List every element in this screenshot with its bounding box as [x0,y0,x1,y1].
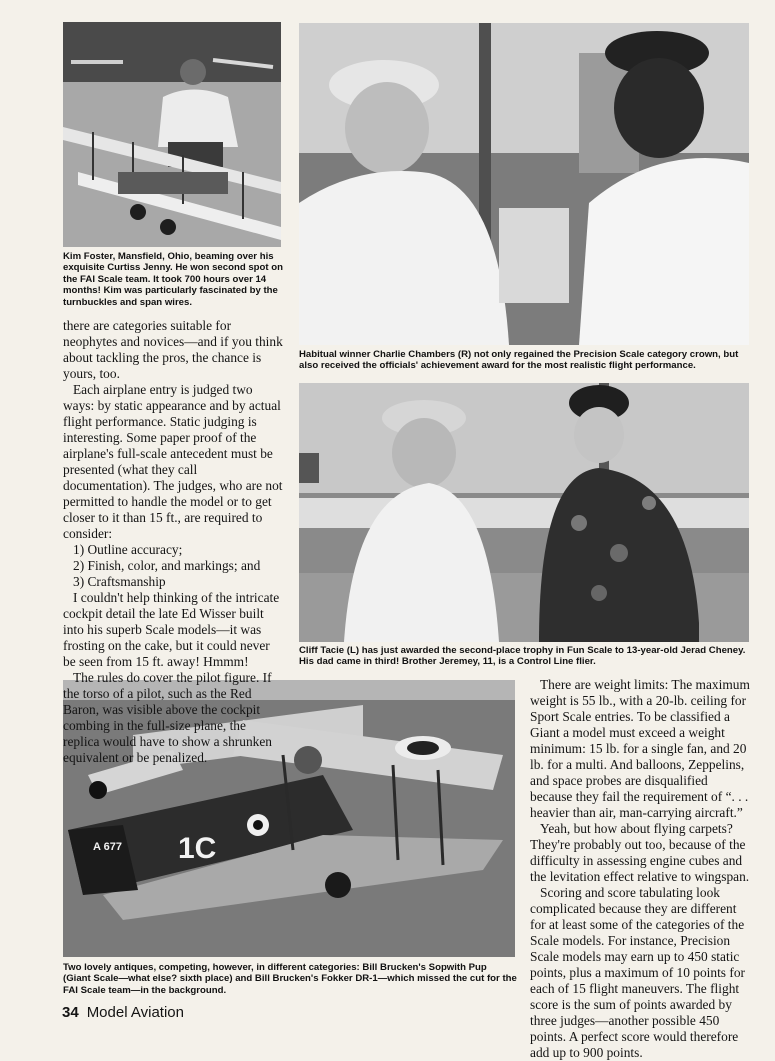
paragraph: I couldn't help thinking of the intricate cockpit detail the late Ed Wisser built into his superb Scale models—it was frosting on the cake, but it could never be seen from 15 ft. away! Hmmm! [63,590,280,669]
left-text-column [63,318,285,766]
paragraph: Yeah, but how about flying carpets? They're probably out too, because of the difficulty in assessing engine cubes and the levitation effect relative to wingspan. [530,821,750,884]
tail-marking: A 677 [93,841,122,853]
right-text-column [530,677,752,1061]
paragraph: Each airplane entry is judged two ways: by static appearance and by actual flight performance. Static judging is interesting. Some paper proof of the airplane's full-scale antecedent must be presented (what they call documentation). The judges, who are not permitted to handle the model or to get closer to it than 15 ft., are required to consider: [63,382,283,541]
paragraph: The rules do cover the pilot figure. If the torso of a pilot, such as the Red Baron, was visible above the cockpit combing in the full-size plane, the replica would have to show a shrunken equivalent or be penalized. [63,670,272,765]
photo-caption-chambers: Habitual winner Charlie Chambers (R) not only regained the Precision Scale category crown, but also received the officials' achievement award for the most realistic flight performance. [299,349,739,372]
fuselage-marking: 1C [178,832,217,865]
list-item: 2) Finish, color, and markings; and [73,558,261,573]
page-folio [62,1004,184,1021]
paragraph: There are weight limits: The maximum weight is 55 lb., with a 20-lb. ceiling for Sport Scale entries. To be classified a Giant a model must exceed a weight minimum: 15 lb. for a single fan, and 20 lb. for a multi. And balloons, Zeppelins, and space probes are disqualified because they fail the requirement of “. . . heavier than air, man-carrying aircraft.” [530,677,750,820]
list-item: 3) Craftsmanship [73,574,166,589]
page-number: 34 [62,1004,79,1021]
magazine-title: Model Aviation [86,1004,184,1021]
photo-kim-foster-jenny [63,22,281,247]
photo-caption-kim-foster: Kim Foster, Mansfield, Ohio, beaming over his exquisite Curtiss Jenny. He won second spot on the FAI Scale team. It took 700 hours over 14 months! Kim was particularly fascinated by the turnbuckles and span wires. [63,251,283,308]
judging-criteria-list [63,542,285,590]
photo-charlie-chambers [299,23,749,345]
paragraph: there are categories suitable for neophytes and novices—and if you think about tackling the pros, the chance is yours, too. [63,318,283,381]
list-item: 1) Outline accuracy; [73,542,183,557]
photo-cliff-tacie [299,383,749,642]
photo-caption-antiques: Two lovely antiques, competing, however, in different categories: Bill Brucken's Sopwith Pup (Giant Scale—what else? sixth place) and Bill Brucken's Fokker DR-1—which missed the cut for the FAI Scale team—in the background. [63,962,517,996]
paragraph: Scoring and score tabulating look complicated because they are different for at least some of the categories of the Scale models. For instance, Precision Scale models may earn up to 450 static points, plus a maximum of 10 points for each of 15 flight maneuvers. The flight score is the sum of points awarded by three judges—another possible 450 points. A perfect score would therefore add up to 900 points. [530,885,745,1060]
photo-caption-tacie: Cliff Tacie (L) has just awarded the second-place trophy in Fun Scale to 13-year-old Jerad Cheney. His dad came in third! Brother Jeremey, 11, is a Control Line flier. [299,645,746,668]
